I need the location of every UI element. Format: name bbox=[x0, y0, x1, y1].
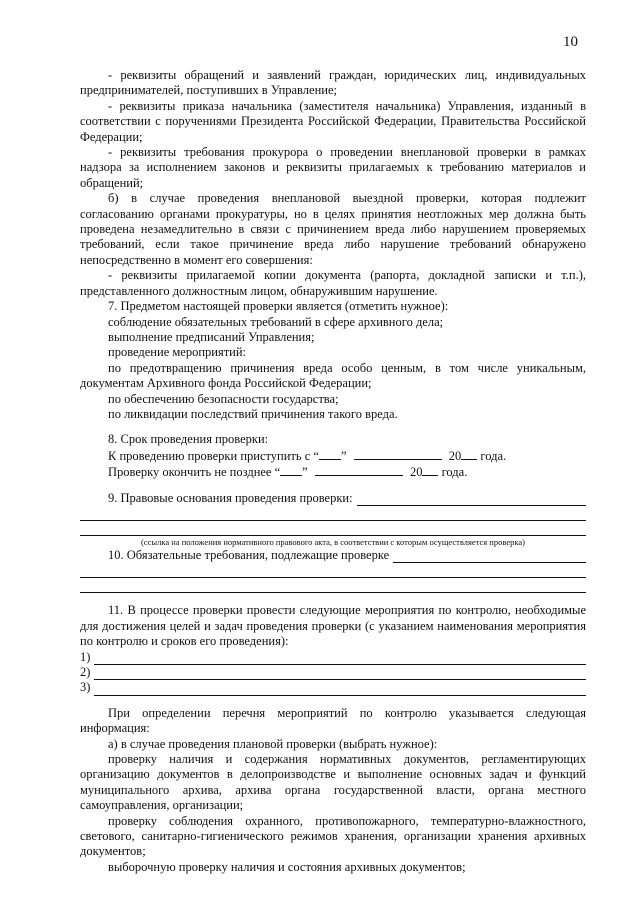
page-number: 10 bbox=[563, 34, 578, 50]
legal-basis-note: (ссылка на положения нормативного правового акта, в соответствии с которым осуществляется проверка) bbox=[141, 536, 525, 547]
requirements-line-2[interactable] bbox=[80, 563, 586, 578]
measure-row-1 bbox=[80, 650, 586, 665]
requirements-field[interactable] bbox=[393, 550, 586, 563]
end-label: Проверку окончить не позднее “ bbox=[108, 465, 281, 480]
option-compliance: соблюдение обязательных требований в сфере архивного дела; bbox=[108, 314, 444, 329]
measures-info bbox=[80, 706, 586, 875]
start-day-field[interactable] bbox=[319, 448, 341, 460]
end-month-field[interactable] bbox=[315, 464, 403, 476]
start-label: К проведению проверки приступить с “ bbox=[108, 448, 319, 463]
requirements-line-3[interactable] bbox=[80, 578, 586, 593]
item-a-planned: а) в случае проведения плановой проверки (выбрать нужное): bbox=[108, 736, 438, 751]
end-date-line bbox=[80, 464, 586, 480]
option-prescriptions: выполнение предписаний Управления; bbox=[108, 329, 315, 344]
end-year-prefix: 20 bbox=[409, 465, 423, 480]
end-day-field[interactable] bbox=[280, 464, 302, 476]
section-7-title: 7. Предметом настоящей проверки является (отметить нужное): bbox=[108, 299, 449, 314]
requisite-order: - реквизиты приказа начальника (заместителя начальника) Управления, изданный в соответствии с поручениями Президента Российской Федерации, Правительства Российской Федерации; bbox=[80, 98, 586, 144]
start-year-field[interactable] bbox=[461, 448, 477, 460]
option-measures: проведение мероприятий: bbox=[108, 345, 247, 360]
start-quote-close: ” bbox=[340, 448, 347, 463]
section-9-title: 9. Правовые основания проведения проверки: bbox=[108, 490, 353, 505]
legal-basis-line-2[interactable] bbox=[80, 506, 586, 521]
legal-basis-field[interactable] bbox=[357, 493, 586, 506]
measure-row-3 bbox=[80, 680, 586, 695]
check-storage-regimes: проверку соблюдения охранного, противопожарного, температурно-влажностного, светового, санитарно-гигиенического режимов хранения, организации хранения архивных документов; bbox=[80, 813, 586, 859]
section-8 bbox=[80, 432, 586, 480]
start-date-line bbox=[80, 448, 586, 464]
requisite-appeals: - реквизиты обращений и заявлений граждан, юридических лиц, индивидуальных предпринимателей, поступивших в Управление; bbox=[80, 68, 586, 98]
start-year-suffix: года. bbox=[480, 448, 507, 463]
requisite-prosecutor: - реквизиты требования прокурора о проведении внеплановой проверки в рамках надзора за исполнением законов и реквизиты прилагаемых к требованию материалов и обращений; bbox=[80, 145, 586, 190]
measure-number-2: 2) bbox=[80, 665, 91, 679]
measure-field-3[interactable] bbox=[94, 683, 586, 696]
measure-number-1: 1) bbox=[80, 649, 91, 664]
measure-row-2 bbox=[80, 665, 586, 680]
section-10 bbox=[80, 548, 586, 593]
section-9 bbox=[80, 491, 586, 548]
measure-number-3: 3) bbox=[80, 680, 91, 695]
end-quote-close: ” bbox=[302, 465, 308, 480]
section-10-title: 10. Обязательные требования, подлежащие проверке bbox=[108, 547, 390, 562]
measure-field-2[interactable] bbox=[94, 667, 586, 680]
end-year-field[interactable] bbox=[422, 464, 438, 476]
check-normative-docs: проверку наличия и содержания нормативных документов, регламентирующих организацию документов в делопроизводстве и выполнение основных задач и функций муниципального архива, архива органа государственной власти, органа местного самоуправления, организации; bbox=[80, 752, 586, 813]
start-year-prefix: 20 bbox=[448, 448, 462, 463]
option-liquidation: по ликвидации последствий причинения такого вреда. bbox=[108, 406, 398, 421]
section-11 bbox=[80, 603, 586, 695]
check-selective-presence: выборочную проверку наличия и состояния архивных документов; bbox=[108, 859, 466, 874]
section-9-row bbox=[80, 491, 586, 506]
item-b-unscheduled: б) в случае проведения внеплановой выездной проверки, которая подлежит согласованию органами прокуратуры, но в целях принятия неотложных мер должна быть проведена незамедлительно в связи с причинением вреда либо нарушением проверяемых требований, если такое причинение вреда либо нарушение требований обнаружено непосредственно в момент его совершения: bbox=[80, 191, 586, 267]
measure-field-1[interactable] bbox=[94, 652, 586, 665]
section-10-row bbox=[80, 548, 586, 563]
section-8-title: 8. Срок проведения проверки: bbox=[108, 432, 269, 447]
option-state-security: по обеспечению безопасности государства; bbox=[108, 391, 339, 406]
start-month-field[interactable] bbox=[354, 448, 442, 460]
document-body bbox=[80, 68, 586, 875]
section-11-title: 11. В процессе проверки провести следующие мероприятия по контролю, необходимые для достижения целей и задач проведения проверки (с указанием наименования мероприятия по контролю и сроков его проведения): bbox=[80, 603, 586, 649]
option-prevent-harm: по предотвращению причинения вреда особо ценным, в том числе уникальным, документам Архивного фонда Российской Федерации; bbox=[80, 360, 586, 391]
requisite-report-copy: - реквизиты прилагаемой копии документа (рапорта, докладной записки и т.п.), представленного должностным лицом, обнаружившим нарушение. bbox=[80, 268, 586, 298]
legal-basis-line-3[interactable] bbox=[80, 521, 586, 536]
end-year-suffix: года. bbox=[441, 465, 468, 480]
measures-info-intro: При определении перечня мероприятий по контролю указывается следующая информация: bbox=[80, 705, 586, 736]
